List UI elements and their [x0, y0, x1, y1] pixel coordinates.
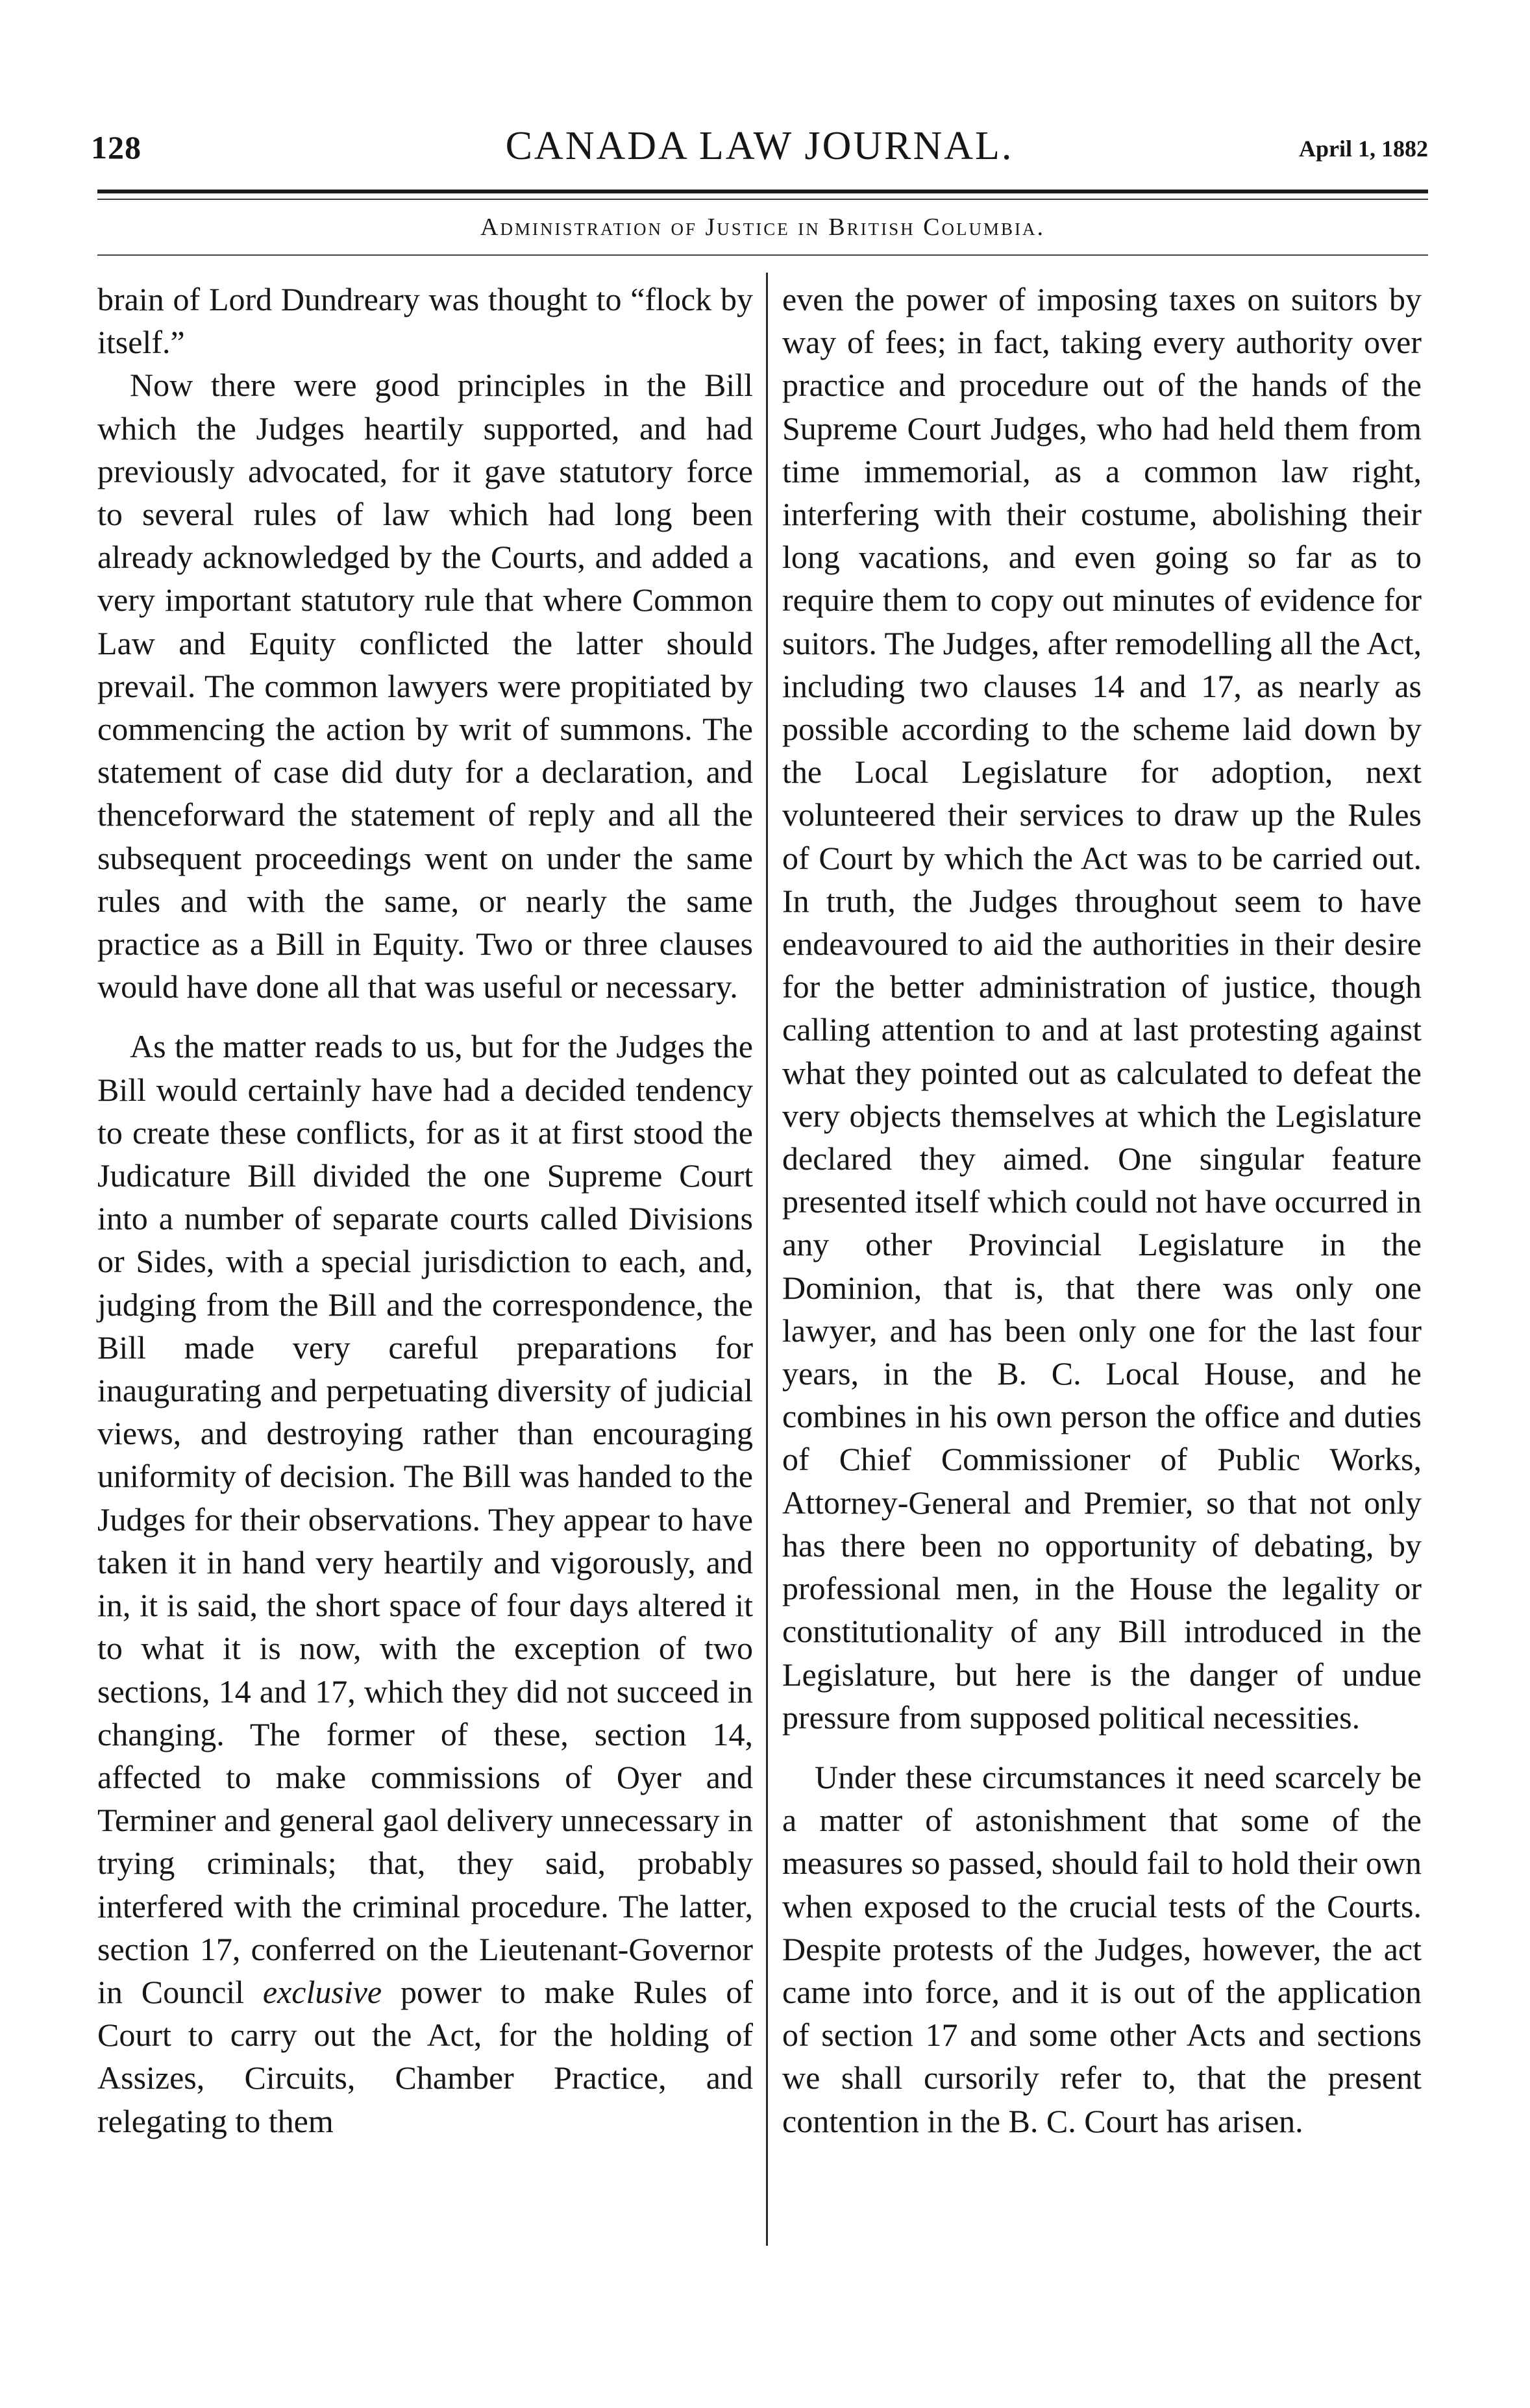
journal-title: CANADA LAW JOURNAL.: [505, 124, 1014, 168]
left-paragraph-principles: Now there were good principles in the Bill which the Judges heartily supported, and had previously advocated, for it gave statutory force to several rules of law which had long been already acknowledged by the Courts, and added a very important statutory rule that where Common Law and Equity conflicted the latter should prevail. The common lawyers were propitiated by commencing the action by writ of summons. The statement of case did duty for a declaration, and thenceforward the statement of reply and all the subsequent proceedings went on under the same rules and with the same, or nearly the same practice as a Bill in Equity. Two or three clauses would have done all that was useful or necessary.: [97, 367, 753, 1005]
left-column: [97, 278, 753, 2143]
page-header: [91, 123, 1428, 175]
left-paragraph-judges-tail: power to make Rules of Court to carry out the Act, for the holding of Assizes, Circuits, Chamber Practice, and relegating to them: [97, 1973, 753, 2139]
header-rule-thick: [97, 190, 1428, 193]
page-number: 128: [91, 129, 142, 166]
header-rule-thin: [97, 199, 1428, 200]
right-paragraph-circumstances: Under these circumstances it need scarcely be a matter of astonishment that some of the measures so passed, should fail to hold their own when exposed to the crucial tests of the Courts. Despite protests of the Judges, however, the act came into force, and it is out of the application of section 17 and some other Acts and sections we shall cursorily refer to, that the present contention in the B. C. Court has arisen.: [782, 1758, 1422, 2139]
right-paragraph-continued: even the power of imposing taxes on suitors by way of fees; in fact, taking every authority over practice and procedure out of the hands of the Supreme Court Judges, who had held them from time immemorial, as a common law right, interfering with their costume, abolishing their long vacations, and even going so far as to require them to copy out minutes of evidence for suitors. The Judges, after remodelling all the Act, including two clauses 14 and 17, as nearly as possible according to the scheme laid down by the Local Legislature for adoption, next volunteered their services to draw up the Rules of Court by which the Act was to be carried out. In truth, the Judges throughout seem to have endeavoured to aid the authorities in their desire for the better administration of justice, though calling attention to and at last protesting against what they pointed out as calculated to defeat the very objects themselves at which the Legislature declared they aimed. One singular feature presented itself which could not have occurred in any other Provincial Legislature in the Dominion, that is, that there was only one lawyer, and has been only one for the last four years, in the B. C. Local House, and he combines in his own person the office and duties of Chief Commissioner of Public Works, Attorney-General and Premier, so that not only has there been no opportunity of debating, by professional men, in the House the legality or constitutionality of any Bill introduced in the Legislature, but here is the danger of undue pressure from supposed political necessities.: [782, 281, 1422, 1736]
left-paragraph-judges: [97, 1025, 753, 2142]
issue-date: April 1, 1882: [1298, 136, 1428, 162]
left-paragraph-continued: brain of Lord Dundreary was thought to “flock by itself.”: [97, 281, 753, 361]
section-rule: [97, 254, 1428, 256]
section-title: Administration of Justice in British Columbia.: [480, 214, 1045, 241]
emphasis-exclusive: exclusive: [262, 1973, 382, 2010]
column-divider: [766, 273, 768, 2246]
right-column: [782, 278, 1422, 2143]
left-paragraph-judges-text: As the matter reads to us, but for the Judges the Bill would certainly have had a decided tendency to create these conflicts, for as it at first stood the Judicature Bill divided the one Supreme Court into a number of separate courts called Divisions or Sides, with a special jurisdiction to each, and, judging from the Bill and the correspondence, the Bill made very careful preparations for inaugurating and perpetuating diversity of judicial views, and destroying rather than encouraging uniformity of decision. The Bill was handed to the Judges for their observations. They appear to have taken it in hand very heartily and vigorously, and in, it is said, the short space of four days altered it to what it is now, with the exception of two sections, 14 and 17, which they did not succeed in changing. The former of these, section 14, affected to make commissions of Oyer and Terminer and general gaol delivery unnecessary in trying criminals; that, they said, probably interfered with the criminal procedure. The latter, section 17, conferred on the Lieutenant-Governor in Council: [97, 1028, 753, 2010]
